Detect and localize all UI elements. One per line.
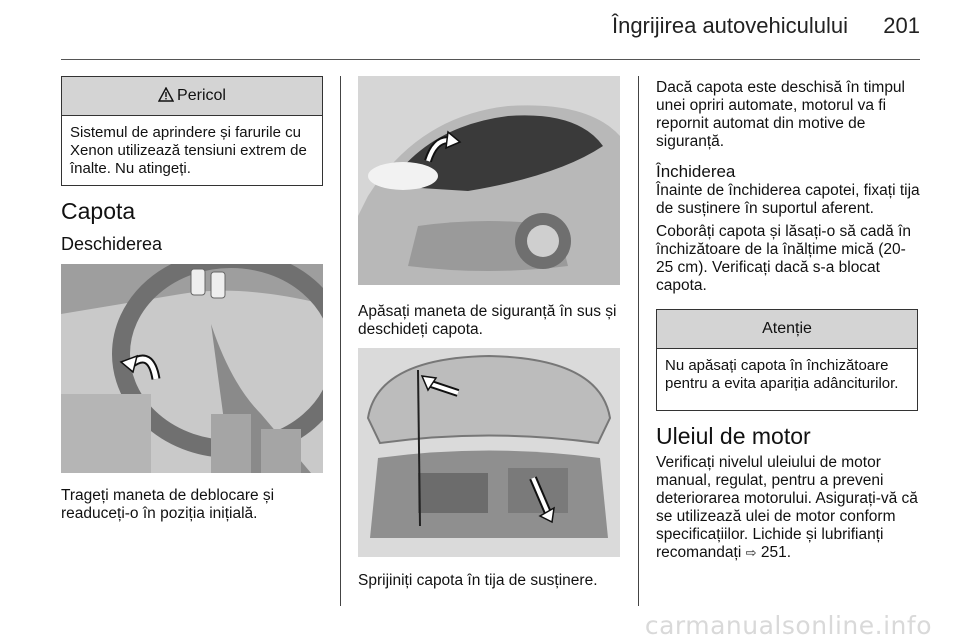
column-divider-1 — [340, 76, 341, 606]
section-title-capota: Capota — [61, 198, 136, 224]
closing-text-1: Înainte de închiderea capotei, fixați tija de susținere în suportul aferent. — [656, 182, 920, 217]
oil-ref-page-link[interactable]: 251. — [760, 544, 791, 561]
page-header-title: Îngrijirea autovehiculului — [611, 13, 848, 38]
image-bonnet-safety-catch — [358, 76, 620, 285]
danger-box-header — [62, 77, 322, 116]
page-number: 201 — [883, 13, 920, 38]
caution-box-text: Nu apăsați capota în închizătoare pentru a evita apariția adânciturilor. — [665, 357, 899, 392]
warning-triangle-icon — [158, 79, 174, 117]
danger-box-title: Pericol — [177, 87, 226, 104]
danger-box — [61, 76, 323, 186]
caution-box — [656, 309, 918, 411]
oil-text — [656, 454, 921, 562]
subsection-title-inchiderea: Închiderea — [656, 162, 736, 181]
oil-text-body: Verificați nivelul uleiului de motor manual, regulat, pentru a preveni deteriorarea motorului. Asigurați-vă că se utilizează ulei de motor conform specificațiilor. Lichide și lubrifianți recomandați — [656, 454, 918, 561]
page-reference-arrow-icon: ⇨ — [745, 545, 757, 560]
danger-box-text: Sistemul de aprindere și farurile cu Xenon utilizează tensiuni extrem de înalte. Nu atingeți. — [70, 124, 307, 177]
caption-image-release-lever: Trageți maneta de deblocare și readuceți-o în poziția inițială. — [61, 487, 275, 522]
auto-stop-intro-text: Dacă capota este deschisă în timpul unei opriri automate, motorul va fi repornit automat din motive de siguranță. — [656, 79, 905, 150]
column-divider-2 — [638, 76, 639, 606]
caption-image-bonnet-safety-catch: Apăsați maneta de siguranță în sus și deschideți capota. — [358, 303, 617, 338]
subsection-title-deschiderea: Deschiderea — [61, 234, 163, 254]
watermark: carmanualsonline.info — [644, 611, 932, 640]
image-bonnet-support-rod — [358, 348, 620, 557]
header-divider — [61, 59, 920, 60]
image-release-lever — [61, 264, 323, 473]
caution-box-header: Atenție — [657, 310, 917, 349]
caption-image-bonnet-support-rod: Sprijiniți capota în tija de susținere. — [358, 572, 598, 589]
closing-text-2: Coborâți capota și lăsați-o să cadă în închizătoare de la înălțime mică (20-25 cm). Verificați dacă s-a blocat capota. — [656, 223, 912, 294]
section-title-oil: Uleiul de motor — [656, 423, 811, 449]
